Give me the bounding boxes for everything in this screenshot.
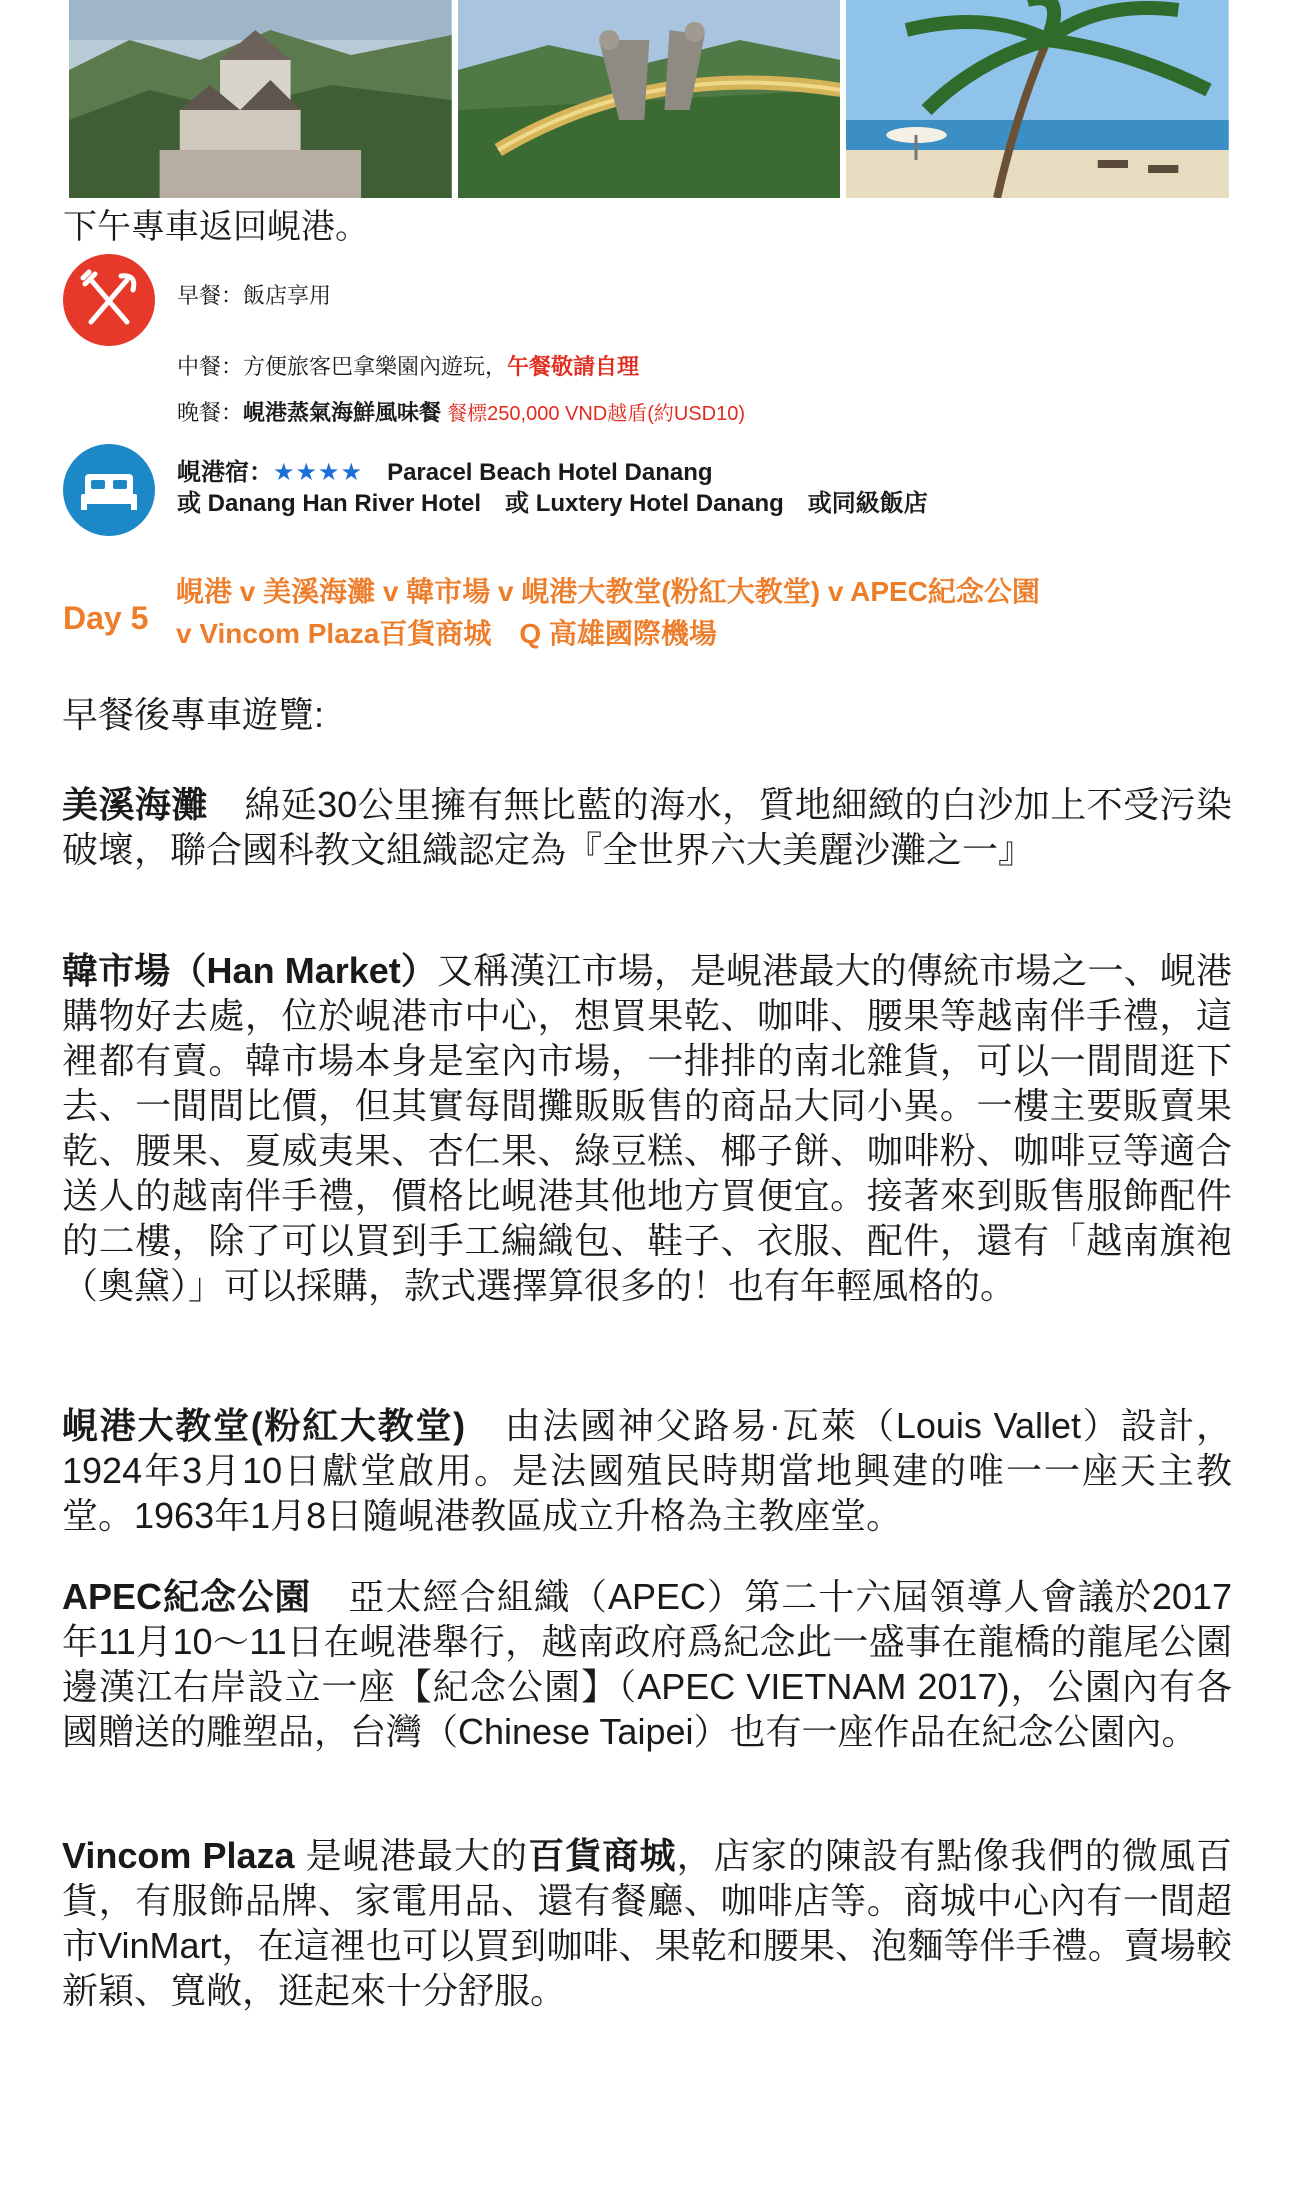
church-title: 峴港大教堂(粉紅大教堂) [62, 1405, 466, 1446]
beach-title: 美溪海灘 [62, 784, 208, 825]
dinner-text [177, 398, 745, 429]
day-label: Day 5 [63, 600, 149, 636]
lunch-text [177, 352, 639, 382]
golden-bridge-photo [458, 0, 841, 198]
hotel-line-primary [177, 458, 713, 488]
lunch-note: 午餐敬請自理 [507, 354, 640, 379]
beach-body: 綿延30公里擁有無比藍的海水，質地細緻的白沙加上不受污染破壞，聯合國科教文組織認定為『全世界六大美麗沙灘之一』 [62, 784, 1232, 870]
vincom-body: ，店家的陳設有點像我們的微風百貨，有服飾品牌、家電用品、還有餐廳、咖啡店等。商城中心內有一間超市VinMart，在這裡也可以買到咖啡、果乾和腰果、泡麵等伴手禮。賣場較新穎、寬敞，逛起來十分舒服。 [62, 1835, 1232, 2011]
breakfast-text: 早餐：飯店享用 [177, 283, 332, 308]
vincom-highlight: 百貨商城 [528, 1835, 677, 1876]
market-title: 韓市場（Han Market） [62, 950, 438, 991]
vincom-title: Vincom Plaza [62, 1835, 295, 1876]
apec-paragraph [62, 1574, 1232, 1754]
hotel-name: Paracel Beach Hotel Danang [387, 459, 713, 486]
bed-icon [63, 444, 155, 536]
market-paragraph [62, 948, 1232, 1308]
intro-text: 早餐後專車遊覽: [62, 694, 325, 735]
vincom-paragraph [62, 1833, 1232, 2013]
dinner-prefix: 晚餐： [177, 400, 244, 425]
hotel-line-alternatives: 或 Danang Han River Hotel 或 Luxtery Hotel Danang 或同級飯店 [177, 490, 928, 517]
route-line-1: 峴港 v 美溪海灘 v 韓市場 v 峴港大教堂(粉紅大教堂) v APEC紀念公園 [176, 576, 1040, 607]
church-body: 由法國神父路易·瓦萊（Louis Vallet）設計，1924年3月10日獻堂啟用。是法國殖民時期當地興建的唯一一座天主教堂。1963年1月8日隨峴港教區成立升格為主教座堂。 [62, 1405, 1232, 1536]
church-paragraph [62, 1403, 1232, 1538]
photo-strip [69, 0, 1229, 198]
lunch-prefix: 中餐：方便旅客巴拿樂園內遊玩， [177, 354, 508, 379]
ba-na-hills-photo [69, 0, 452, 198]
return-text: 下午專車返回峴港。 [63, 208, 369, 246]
fork-knife-icon [63, 254, 155, 346]
beach-palm-photo [846, 0, 1229, 198]
dinner-price: 餐標250,000 VND越盾(約USD10) [447, 403, 746, 425]
hotel-stars: ★★★★ [273, 459, 364, 486]
vincom-mid: 是峴港最大的 [294, 1835, 529, 1876]
beach-paragraph [62, 782, 1232, 872]
dinner-name: 峴港蒸氣海鮮風味餐 [243, 400, 442, 425]
apec-title: APEC紀念公園 [62, 1576, 312, 1617]
market-body: 又稱漢江市場，是峴港最大的傳統市場之一、峴港購物好去處，位於峴港市中心，想買果乾、咖啡、腰果等越南伴手禮，這裡都有賣。韓市場本身是室內市場，一排排的南北雜貨，可以一間間逛下去、一間間比價，但其實每間攤販販售的商品大同小異。一樓主要販賣果乾、腰果、夏威夷果、杏仁果、綠豆糕、椰子餅、咖啡粉、咖啡豆等適合送人的越南伴手禮，價格比峴港其他地方買便宜。接著來到販售服飾配件的二樓，除了可以買到手工編織包、鞋子、衣服、配件，還有「越南旗袍（奧黛）」可以採購，款式選擇算很多的！也有年輕風格的。 [62, 950, 1232, 1306]
apec-body: 亞太經合組織（APEC）第二十六屆領導人會議於2017年11月10～11日在峴港舉行，越南政府爲紀念此一盛事在龍橋的龍尾公園邊漢江右岸設立一座【紀念公園】（APEC VIETNAM 2017)，公園內有各國贈送的雕塑品，台灣（Chinese Taipei）也有一座作品在紀念公園內。 [62, 1576, 1232, 1752]
hotel-label: 峴港宿： [177, 459, 273, 486]
route-line-2: v Vincom Plaza百貨商城 Q 高雄國際機場 [176, 618, 717, 649]
